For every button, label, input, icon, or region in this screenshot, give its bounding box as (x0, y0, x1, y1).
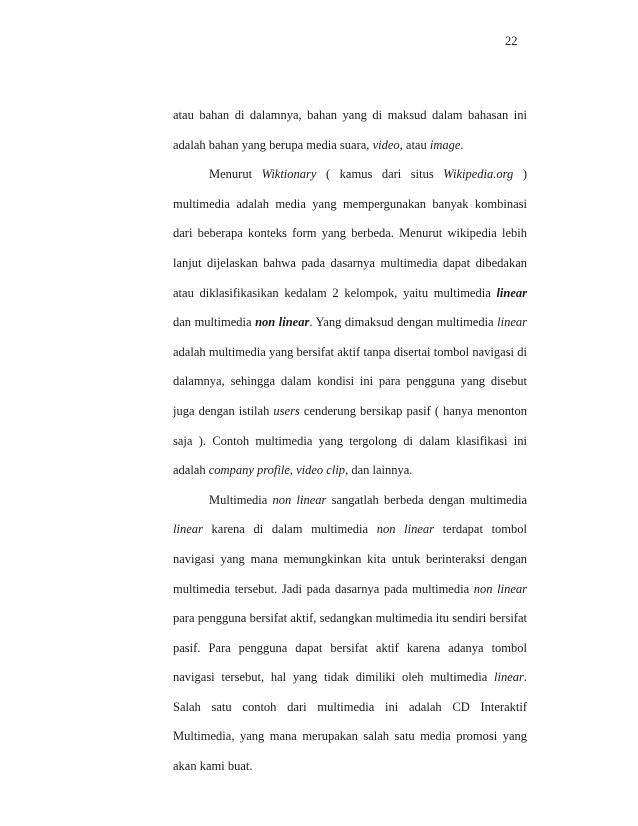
text-run: terdapat tombol navigasi yang mana memungkinkan kita untuk berinteraksi dengan multimedia tersebut. Jadi pada dasarnya pada multimedia (173, 522, 528, 596)
text-run: atau bahan di dalamnya, bahan yang di maksud dalam bahasan ini adalah bahan yang berupa media suara, (173, 108, 527, 152)
text-run: Wikipedia.org (443, 167, 514, 182)
text-run: , dan lainnya. (345, 463, 413, 478)
body-text (173, 101, 527, 782)
text-run: non linear (255, 315, 310, 330)
text-run: image (429, 137, 461, 152)
text-run: ( kamus dari situs (316, 167, 444, 182)
text-run: . (460, 137, 464, 152)
text-run: cenderung bersikap pasif ( hanya menonton saja ). Contoh multimedia yang tergolong di dalam klasifikasi ini adalah (173, 403, 527, 478)
text-run: ) multimedia adalah media yang mempergunakan banyak kombinasi dari beberapa konteks form yang berbeda. Menurut wikipedia lebih lanjut dijelaskan bahwa pada dasarnya multimedia dapat dibedakan atau diklasifikasikan kedalam 2 kelompok, yaitu multimedia (173, 167, 527, 300)
text-run: linear (173, 522, 203, 537)
text-run: company profile, video clip (208, 463, 346, 478)
text-run: Multimedia (209, 492, 273, 507)
text-run: linear (494, 670, 524, 685)
text-run: video (372, 137, 400, 152)
paragraph-continuation (173, 101, 527, 160)
text-run: non linear (473, 581, 528, 596)
paragraph-non-linear-multimedia (173, 486, 527, 782)
text-run: linear (496, 285, 527, 300)
text-run: non linear (376, 522, 434, 537)
text-run: Menurut (209, 167, 262, 182)
text-run: Wiktionary (261, 167, 317, 182)
page-number: 22 (505, 34, 518, 48)
text-run: , atau (399, 137, 430, 152)
paragraph-multimedia-definition (173, 160, 527, 486)
text-run: linear (497, 315, 528, 330)
text-run: karena di dalam multimedia (202, 522, 377, 537)
text-run: dan multimedia (173, 315, 256, 330)
text-run: sangatlah berbeda dengan multimedia (326, 492, 528, 507)
text-run: para pengguna bersifat aktif, sedangkan multimedia itu sendiri bersifat pasif. Para pengguna dapat bersifat aktif karena adanya tombol navigasi tersebut, hal yang tidak dimiliki oleh multimedia (173, 611, 527, 685)
text-run: non linear (272, 492, 327, 507)
text-run: users (273, 403, 300, 418)
text-run: adalah multimedia yang bersifat aktif tanpa disertai tombol navigasi di dalamnya, sehingga dalam kondisi ini para pengguna yang disebut juga dengan istilah (173, 344, 527, 418)
text-run: . Yang dimaksud dengan multimedia (309, 315, 498, 330)
text-run: . Salah satu contoh dari multimedia ini adalah CD Interaktif Multimedia, yang mana merupakan salah satu media promosi yang akan kami buat. (173, 670, 527, 774)
